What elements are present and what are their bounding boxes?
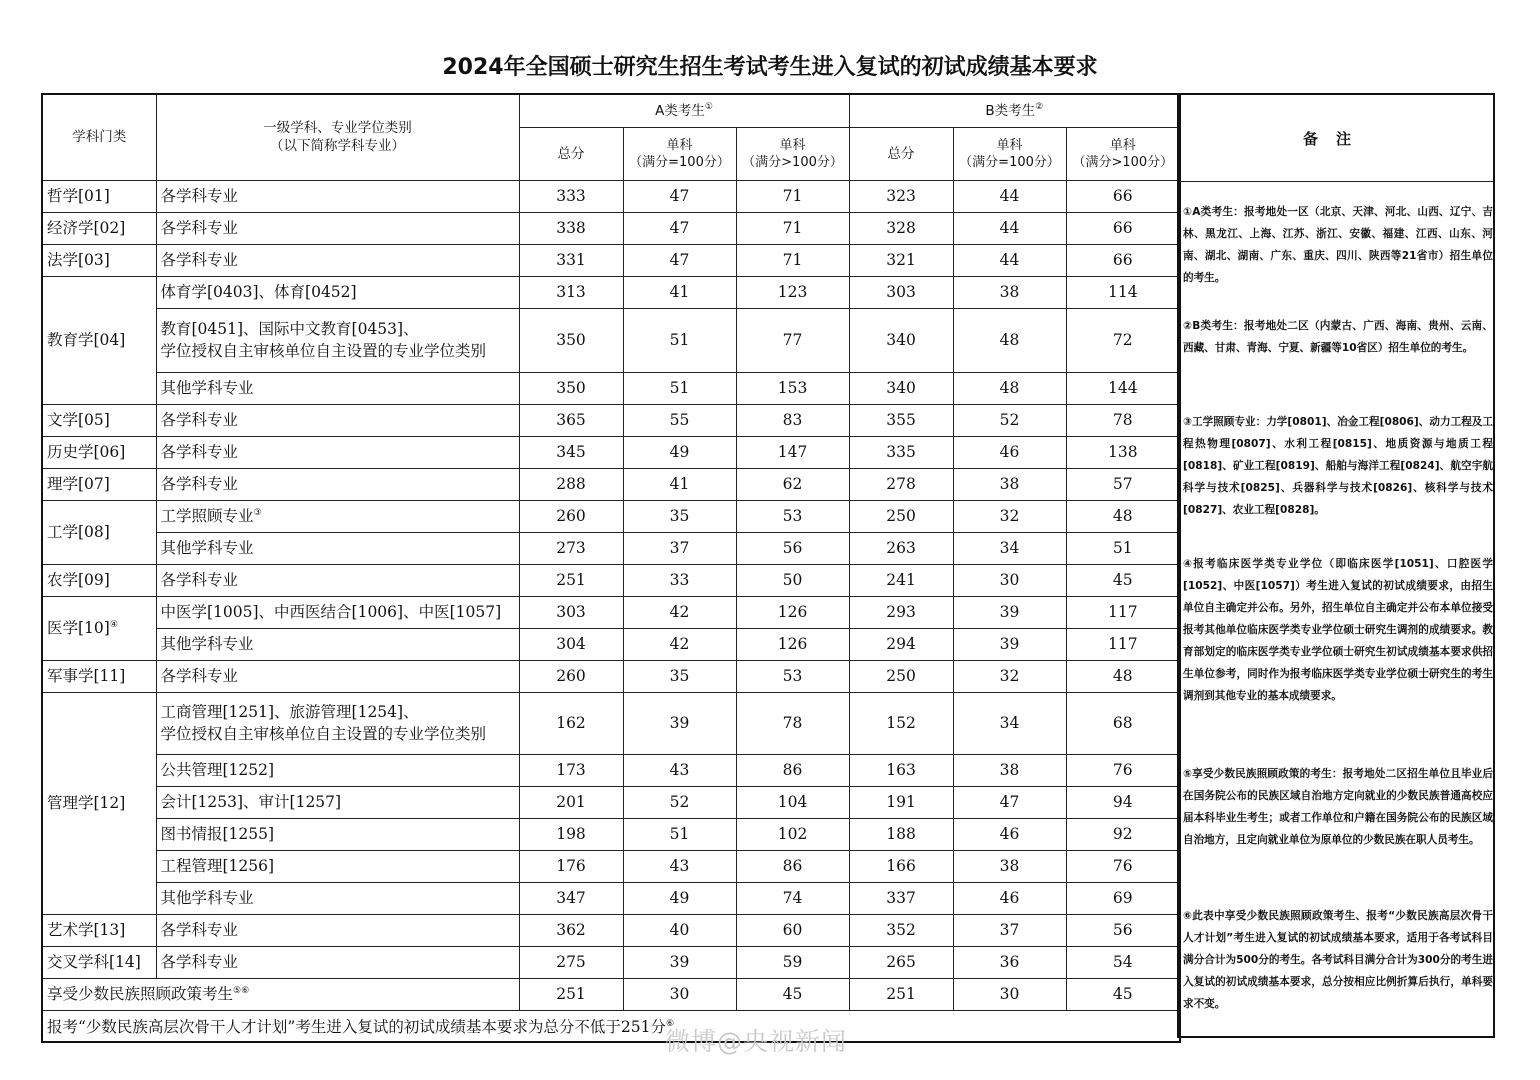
table-row [42,532,1180,564]
a-total: 350 [519,308,623,372]
a-total: 333 [519,180,623,212]
b-total: 340 [849,372,953,404]
b-single100: 44 [953,180,1066,212]
a-total: 201 [519,786,623,818]
b-single100: 46 [953,818,1066,850]
category-cell [156,692,519,754]
category-cell: 各学科专业 [156,212,519,244]
b-single-over100: 114 [1066,276,1180,308]
a-single100: 47 [623,180,736,212]
b-single100: 30 [953,564,1066,596]
footnote-mark: ⑤⑥ [233,986,250,996]
category-line2: 学位授权自主审核单位自主设置的专业学位类别 [160,725,487,743]
category-cell: 各学科专业 [156,660,519,692]
b-single100: 39 [953,596,1066,628]
discipline-cell: 军事学[11] [42,660,156,692]
a-single-over100: 153 [736,372,849,404]
b-single-over100: 45 [1066,564,1180,596]
group-a-mark: ① [704,101,713,112]
single-label: 单科 [1109,137,1136,153]
footnote-mark: ④ [109,620,118,630]
table-row [42,818,1180,850]
b-total: 323 [849,180,953,212]
a-single-over100: 71 [736,244,849,276]
a-single100: 40 [623,914,736,946]
footnote-mark: ③ [253,508,262,518]
a-single-over100: 86 [736,754,849,786]
b-total: 340 [849,308,953,372]
b-single100: 38 [953,850,1066,882]
a-single-over100: 59 [736,946,849,978]
b-single-over100: 92 [1066,818,1180,850]
a-single-over100: 56 [736,532,849,564]
a-total: 198 [519,818,623,850]
table-row [42,404,1180,436]
a-total: 176 [519,850,623,882]
a-single-over100: 86 [736,850,849,882]
b-single-over100: 78 [1066,404,1180,436]
b-single-over100: 68 [1066,692,1180,754]
category-cell: 工程管理[1256] [156,850,519,882]
b-total: 335 [849,436,953,468]
discipline-cell: 艺术学[13] [42,914,156,946]
b-single100: 44 [953,212,1066,244]
a-total: 331 [519,244,623,276]
b-single-over100: 69 [1066,882,1180,914]
a-single100: 51 [623,308,736,372]
score-table [41,93,1181,1043]
a-single-over100: 74 [736,882,849,914]
group-a-label: A类考生 [655,102,705,119]
header-category-line2: （以下简称学科专业） [270,138,405,155]
b-total: 250 [849,660,953,692]
a-single-over100: 83 [736,404,849,436]
b-total: 303 [849,276,953,308]
table-row [42,308,1180,372]
category-cell: 体育学[0403]、体育[0452] [156,276,519,308]
b-single-over100: 56 [1066,914,1180,946]
a-single100: 35 [623,500,736,532]
b-total: 337 [849,882,953,914]
a-single100: 33 [623,564,736,596]
b-total: 188 [849,818,953,850]
single-label: 单科 [666,137,693,153]
b-single100: 39 [953,628,1066,660]
b-single-over100: 57 [1066,468,1180,500]
a-single-over100: 50 [736,564,849,596]
table-row [42,754,1180,786]
b-single100: 44 [953,244,1066,276]
a-single100: 49 [623,882,736,914]
category-cell: 其他学科专业 [156,532,519,564]
a-single-over100: 53 [736,500,849,532]
category-cell: 各学科专业 [156,914,519,946]
a-single-over100: 71 [736,180,849,212]
a-single100: 30 [623,978,736,1010]
category-cell: 各学科专业 [156,436,519,468]
a-single100: 47 [623,212,736,244]
a-single100: 49 [623,436,736,468]
header-a-single100 [623,127,736,180]
discipline-cell: 教育学[04] [42,276,156,404]
discipline-cell: 工学[08] [42,500,156,564]
a-total: 345 [519,436,623,468]
single-label: 单科 [996,137,1023,153]
category-cell: 其他学科专业 [156,882,519,914]
discipline-cell: 历史学[06] [42,436,156,468]
a-total: 338 [519,212,623,244]
footer-note: 报考“少数民族高层次骨干人才计划”考生进入复试的初试成绩基本要求为总分不低于251分 [47,1017,666,1036]
header-a-total: 总分 [519,127,623,180]
b-single100: 38 [953,468,1066,500]
a-single100: 51 [623,818,736,850]
a-single-over100: 147 [736,436,849,468]
a-total: 273 [519,532,623,564]
header-b-total: 总分 [849,127,953,180]
b-total: 355 [849,404,953,436]
category-cell: 其他学科专业 [156,628,519,660]
fullover100-label: （满分>100分） [1072,154,1174,170]
table-row [42,500,1180,532]
b-single-over100: 144 [1066,372,1180,404]
category-cell: 各学科专业 [156,244,519,276]
a-single100: 47 [623,244,736,276]
a-single-over100: 126 [736,628,849,660]
table-row [42,660,1180,692]
table-row [42,180,1180,212]
category-cell: 各学科专业 [156,564,519,596]
a-single100: 42 [623,628,736,660]
category-cell: 各学科专业 [156,180,519,212]
a-total: 251 [519,564,623,596]
category-cell: 会计[1253]、审计[1257] [156,786,519,818]
a-single100: 35 [623,660,736,692]
category-line1: 工商管理[1251]、旅游管理[1254]、 [160,703,419,721]
footnote-mark: ⑥ [665,1018,675,1029]
a-single-over100: 62 [736,468,849,500]
table-row [42,436,1180,468]
a-total: 347 [519,882,623,914]
b-single100: 52 [953,404,1066,436]
page-title: 2024年全国硕士研究生招生考试考生进入复试的初试成绩基本要求 [442,55,1098,80]
a-single100: 52 [623,786,736,818]
table-row [42,692,1180,754]
a-single-over100: 45 [736,978,849,1010]
b-single100: 47 [953,786,1066,818]
category-cell: 其他学科专业 [156,372,519,404]
note-2: ②B类考生：报考地处二区（内蒙古、广西、海南、贵州、云南、西藏、甘肃、青海、宁夏、新疆等10省区）招生单位的考生。 [1183,320,1493,354]
discipline-cell: 哲学[01] [42,180,156,212]
table-row [42,786,1180,818]
a-single100: 41 [623,276,736,308]
a-total: 260 [519,660,623,692]
category-cell: 公共管理[1252] [156,754,519,786]
table-row [42,914,1180,946]
b-single100: 32 [953,500,1066,532]
header-b-single-over100 [1066,127,1180,180]
table-row [42,244,1180,276]
category-line1: 教育[0451]、国际中文教育[0453]、 [160,320,419,338]
category-cell: 各学科专业 [156,468,519,500]
b-single100: 34 [953,532,1066,564]
b-total: 166 [849,850,953,882]
b-single-over100: 45 [1066,978,1180,1010]
discipline-cell: 经济学[02] [42,212,156,244]
b-single-over100: 48 [1066,660,1180,692]
b-total: 263 [849,532,953,564]
b-single-over100: 138 [1066,436,1180,468]
header-a-single-over100 [736,127,849,180]
discipline-cell [42,596,156,660]
b-single-over100: 72 [1066,308,1180,372]
a-single-over100: 78 [736,692,849,754]
b-single-over100: 66 [1066,212,1180,244]
discipline-cell: 农学[09] [42,564,156,596]
a-total: 275 [519,946,623,978]
b-single100: 36 [953,946,1066,978]
a-total: 303 [519,596,623,628]
table-row [42,372,1180,404]
b-single100: 30 [953,978,1066,1010]
minority-policy-label: 享受少数民族照顾政策考生 [47,985,234,1003]
b-single-over100: 66 [1066,244,1180,276]
b-total: 152 [849,692,953,754]
b-single100: 38 [953,276,1066,308]
a-total: 304 [519,628,623,660]
discipline-cell: 法学[03] [42,244,156,276]
category-cell: 各学科专业 [156,946,519,978]
footer-note-cell [42,1010,1180,1042]
b-total: 278 [849,468,953,500]
a-total: 313 [519,276,623,308]
category-cell [156,500,519,532]
note-3: ③工学照顾专业：力学[0801]、冶金工程[0806]、动力工程及工程热物理[0807]、水利工程[0815]、地质资源与地质工程[0818]、矿业工程[0819]、船舶与海洋工程[0824]、航空宇航科学与技术[0825]、兵器科学与技术[0826]、核科学与技术[0827]、农业工程[0828]。 [1183,416,1493,516]
b-single100: 48 [953,308,1066,372]
table-row [42,596,1180,628]
a-total: 260 [519,500,623,532]
header-category-line1: 一级学科、专业学位类别 [263,120,412,137]
a-single-over100: 104 [736,786,849,818]
category-cell: 中医学[1005]、中西医结合[1006]、中医[1057] [156,596,519,628]
discipline-cell: 管理学[12] [42,692,156,914]
b-single100: 48 [953,372,1066,404]
table-row [42,850,1180,882]
table-row [42,946,1180,978]
a-total: 173 [519,754,623,786]
a-single-over100: 102 [736,818,849,850]
table-row [42,628,1180,660]
b-single-over100: 76 [1066,754,1180,786]
b-total: 352 [849,914,953,946]
note-4: ④报考临床医学类专业学位（即临床医学[1051]、口腔医学[1052]、中医[1057]）考生进入复试的初试成绩要求，由招生单位自主确定并公布。另外，招生单位自主确定并公布本单位接受报考其他单位临床医学类专业学位硕士研究生调剂的成绩要求。教育部划定的临床医学类专业学位硕士研究生初试成绩基本要求供招生单位参考，同时作为报考临床医学类专业学位硕士研究生的考生调剂到其他专业的基本成绩要求。 [1183,558,1493,702]
table-row [42,564,1180,596]
b-single-over100: 117 [1066,628,1180,660]
a-total: 362 [519,914,623,946]
b-single-over100: 94 [1066,786,1180,818]
note-6: ⑥此表中享受少数民族照顾政策考生、报考“少数民族高层次骨干人才计划”考生进入复试的初试成绩基本要求，适用于各考试科目满分合计为500分的考生。各考试科目满分合计为300分的考生进入复试的初试成绩基本要求，总分按相应比例折算后执行，单科要求不变。 [1183,910,1493,1010]
discipline-label: 医学[10] [47,619,110,637]
a-single100: 39 [623,946,736,978]
a-single100: 37 [623,532,736,564]
a-single100: 55 [623,404,736,436]
minority-policy-cell [42,978,519,1010]
header-b-single100 [953,127,1066,180]
a-total: 365 [519,404,623,436]
b-single100: 38 [953,754,1066,786]
a-total: 162 [519,692,623,754]
b-single-over100: 117 [1066,596,1180,628]
b-single100: 34 [953,692,1066,754]
full100-label: （满分=100分） [629,154,730,170]
a-single-over100: 126 [736,596,849,628]
group-b-label: B类考生 [985,102,1036,119]
note-1: ①A类考生：报考地处一区（北京、天津、河北、山西、辽宁、吉林、黑龙江、上海、江苏、浙江、安徽、福建、江西、山东、河南、湖北、湖南、广东、重庆、四川、陕西等21省市）招生单位的考生。 [1183,206,1493,284]
category-cell [156,308,519,372]
table-row [42,276,1180,308]
discipline-cell: 文学[05] [42,404,156,436]
notes-header: 备注 [1179,95,1493,182]
a-single-over100: 60 [736,914,849,946]
b-single-over100: 48 [1066,500,1180,532]
full100-label: （满分=100分） [959,154,1060,170]
a-single100: 41 [623,468,736,500]
single-label: 单科 [779,137,806,153]
b-total: 321 [849,244,953,276]
category-label: 工学照顾专业 [160,507,254,525]
b-total: 294 [849,628,953,660]
b-single100: 46 [953,436,1066,468]
category-cell: 图书情报[1255] [156,818,519,850]
b-single100: 46 [953,882,1066,914]
fullover100-label: （满分>100分） [742,154,843,170]
header-group-a [519,94,849,127]
table-row [42,882,1180,914]
header-discipline: 学科门类 [42,94,156,180]
discipline-cell: 交叉学科[14] [42,946,156,978]
a-single-over100: 71 [736,212,849,244]
discipline-cell: 理学[07] [42,468,156,500]
table-row [42,468,1180,500]
b-single-over100: 54 [1066,946,1180,978]
a-single-over100: 123 [736,276,849,308]
b-single100: 37 [953,914,1066,946]
header-category [156,94,519,180]
a-single-over100: 53 [736,660,849,692]
category-cell: 各学科专业 [156,404,519,436]
a-total: 251 [519,978,623,1010]
b-total: 265 [849,946,953,978]
table-row [42,212,1180,244]
category-line2: 学位授权自主审核单位自主设置的专业学位类别 [160,342,487,360]
notes-panel [1177,93,1495,1038]
a-single100: 51 [623,372,736,404]
table-row [42,978,1180,1010]
a-single100: 39 [623,692,736,754]
b-single-over100: 51 [1066,532,1180,564]
a-single-over100: 77 [736,308,849,372]
a-single100: 43 [623,754,736,786]
a-single100: 42 [623,596,736,628]
b-total: 163 [849,754,953,786]
b-total: 293 [849,596,953,628]
group-b-mark: ② [1035,101,1044,112]
watermark: 微博@央视新闻 [665,1027,848,1056]
a-single100: 43 [623,850,736,882]
b-total: 328 [849,212,953,244]
header-group-b [849,94,1180,127]
b-total: 241 [849,564,953,596]
footer-row [42,1010,1180,1042]
b-total: 250 [849,500,953,532]
b-total: 251 [849,978,953,1010]
a-total: 288 [519,468,623,500]
b-single-over100: 76 [1066,850,1180,882]
note-5: ⑤享受少数民族照顾政策的考生：报考地处二区招生单位且毕业后在国务院公布的民族区域自治地方定向就业的少数民族普通高校应届本科毕业生考生；或者工作单位和户籍在国务院公布的民族区域自治地方，且定向就业单位为原单位的少数民族在职人员考生。 [1183,768,1493,846]
b-single100: 32 [953,660,1066,692]
b-single-over100: 66 [1066,180,1180,212]
a-total: 350 [519,372,623,404]
b-total: 191 [849,786,953,818]
